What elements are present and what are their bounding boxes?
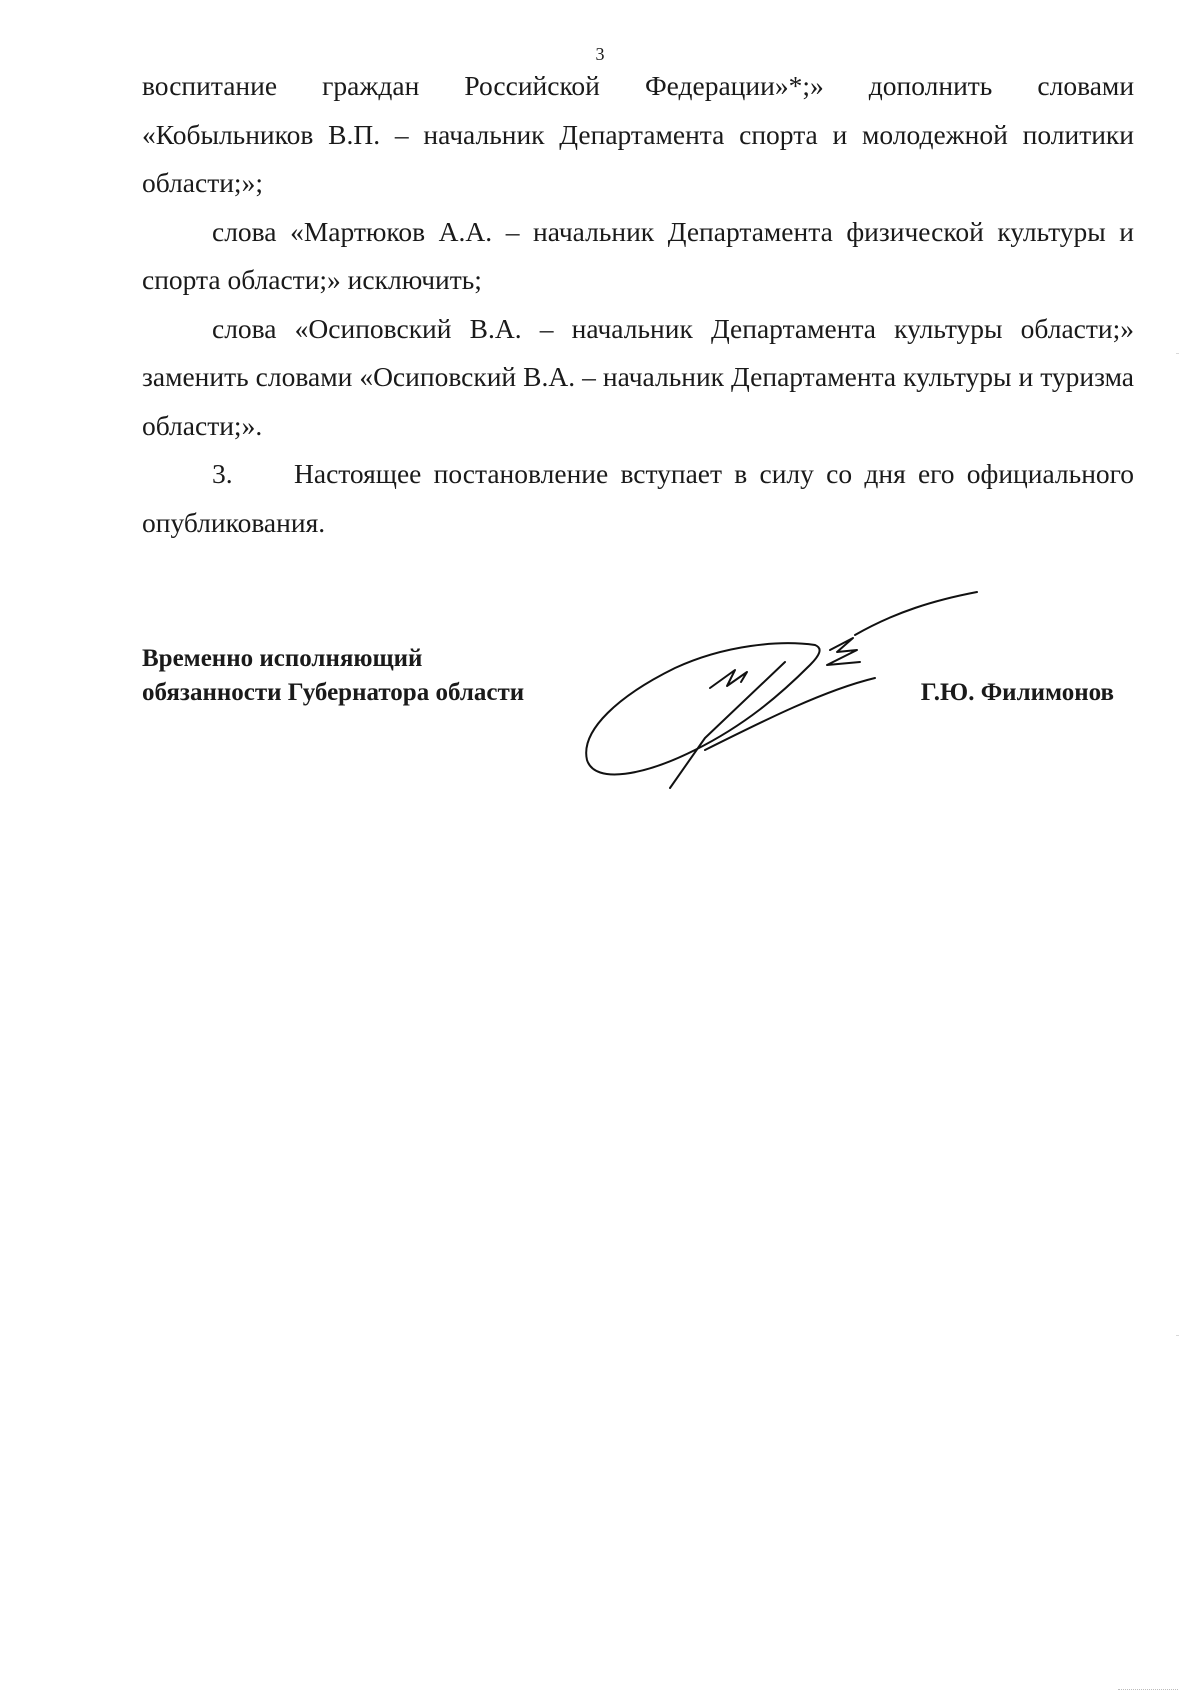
signatory-title-line-2: обязанности Губернатора области bbox=[142, 679, 525, 706]
document-body bbox=[142, 62, 1134, 547]
word: Российской bbox=[464, 70, 600, 101]
signatory-name: Г.Ю. Филимонов bbox=[920, 679, 1114, 706]
signature-tail-stroke bbox=[855, 592, 977, 635]
signatory-title bbox=[142, 642, 524, 710]
scan-artifact bbox=[1118, 1689, 1178, 1693]
word: воспитание bbox=[142, 70, 278, 101]
signatory-title-line-1: Временно исполняющий bbox=[142, 645, 423, 672]
paragraph-1 bbox=[142, 62, 1134, 208]
signature-zigzag-stroke bbox=[710, 670, 747, 688]
paragraph-3: слова «Осиповский В.А. – начальник Департамента культуры области;» заменить словами «Осиповский В.А. – начальник Департамента культуры и туризма области;». bbox=[142, 312, 1134, 441]
paragraph-2: слова «Мартюков А.А. – начальник Департамента физической культуры и спорта области;» исключить; bbox=[142, 215, 1134, 295]
margin-speck bbox=[1176, 1335, 1179, 1336]
margin-speck bbox=[1176, 353, 1179, 354]
page-number: 3 bbox=[595, 44, 605, 64]
paragraph-1-first-line bbox=[142, 62, 1134, 111]
word: Федерации»*;» bbox=[644, 70, 824, 101]
word: словами bbox=[1037, 70, 1135, 101]
handwritten-signature bbox=[575, 590, 995, 800]
paragraph-4 bbox=[142, 450, 1134, 547]
item-number: 3. bbox=[212, 458, 233, 489]
signature-slash-stroke bbox=[670, 662, 785, 788]
word: граждан bbox=[322, 70, 420, 101]
signature-e-stroke bbox=[827, 638, 860, 665]
item-text: Настоящее постановление вступает в силу со дня его официального опубликования. bbox=[142, 458, 1134, 538]
word: дополнить bbox=[868, 70, 993, 101]
paragraph-1-continuation: «Кобыльников В.П. – начальник Департамента спорта и молодежной политики области;»; bbox=[142, 118, 1134, 198]
